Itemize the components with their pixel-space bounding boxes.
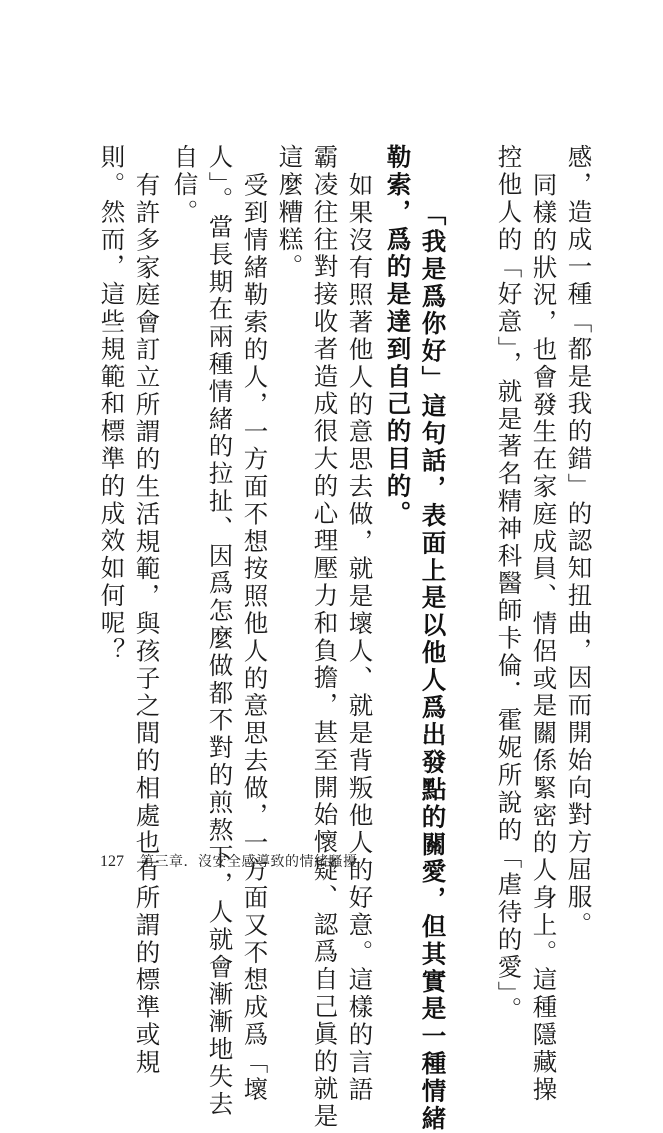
text-column-1: 感，造成一種「都是我的錯」的認知扭曲，因而開始向對方屈服。 <box>564 144 594 939</box>
text-column-4-bold: 「我是爲你好」這句話，表面上是以他人爲出發點的關愛，但其實是一種情緒 <box>418 201 448 1133</box>
text-column-3: 控他人的「好意」，就是著名精神科醫師卡倫．霍妮所說的「虐待的愛」。 <box>494 144 524 1024</box>
text-column-12: 有許多家庭會訂立所謂的生活規範，與孩子之間的相處也有所謂的標準或規 <box>132 172 162 1077</box>
text-column-7: 霸凌往往對接收者造成很大的心理壓力和負擔，甚至開始懷疑、認爲自己眞的就是 <box>310 144 340 1131</box>
text-column-9: 受到情緒勒索的人，一方面不想按照他人的意思去做，一方面又不想成爲「壞 <box>240 172 270 1104</box>
text-column-5-bold: 勒索，爲的是達到自己的目的。 <box>383 144 413 528</box>
text-column-13: 則。然而，這些規範和標準的成效如何呢？ <box>97 144 127 665</box>
chapter-title: 第三章．沒安全感導致的情緒騷擾 <box>140 855 358 870</box>
page-footer <box>100 851 358 871</box>
text-column-2: 同樣的狀況，也會發生在家庭成員、情侶或是關係緊密的人身上。這種隱藏操 <box>529 172 559 1104</box>
text-column-10: 人」。當長期在兩種情緒的拉扯、因爲怎麼做都不對的煎熬下，人就會漸漸地失去 <box>205 144 235 1119</box>
text-column-11: 自信。 <box>170 144 200 227</box>
text-column-6: 如果沒有照著他人的意思去做，就是壞人、就是背叛他人的好意。這樣的言語 <box>345 172 375 1104</box>
text-column-8: 這麼糟糕。 <box>275 144 305 281</box>
page-number: 127 <box>100 853 124 870</box>
